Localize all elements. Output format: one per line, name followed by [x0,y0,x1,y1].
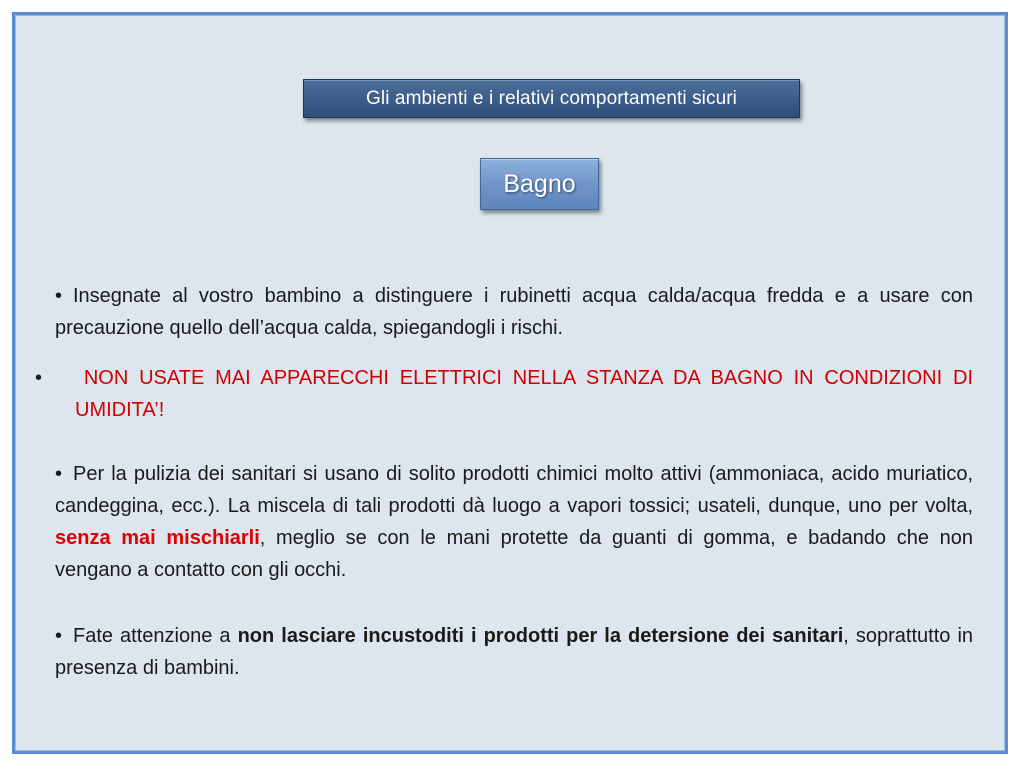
bullet-marker: • [55,285,63,307]
bullet-unattended-emphasis: non lasciare incustoditi i prodotti per la detersione dei sanitari [237,625,844,647]
room-badge [480,158,599,210]
bullet-unattended-text-before: Fate attenzione a [73,625,238,647]
bullet-marker: • [55,463,63,485]
bullet-list [35,280,974,684]
bullet-cleaning-products [55,458,973,586]
bullet-marker: • [35,367,43,389]
bullet-unattended-text-after: , soprattutto in presenza di bambini. [55,625,974,679]
bullet-cleaning-emphasis: senza mai mischiarli [55,527,260,549]
bullet-electrical-warning-text: NON USATE MAI APPARECCHI ELETTRICI NELLA STANZA DA BAGNO IN CONDIZIONI DI UMIDITA’! [75,367,973,421]
bullet-unattended-products [55,620,973,684]
bullet-hot-water-text: Insegnate al vostro bambino a distinguere i rubinetti acqua calda/acqua fredda e a usare con precauzione quello dell’acqua calda, spiegandogli i rischi. [55,285,973,339]
bullet-cleaning-text-after: , meglio se con le mani protette da guanti di gomma, e badando che non vengano a contatto con gli occhi. [55,527,973,581]
bullet-hot-water [55,280,973,344]
header-title: Gli ambienti e i relativi comportamenti sicuri [366,87,737,109]
bullet-cleaning-text-before: Per la pulizia dei sanitari si usano di solito prodotti chimici molto attivi (ammoniaca, acido muriatico, candeggina, ecc.). La miscela di tali prodotti dà luogo a vapori tossici; usateli, dunque, uno per volta, [55,463,973,517]
header-banner [303,79,800,118]
bullet-marker: • [55,625,63,647]
bullet-electrical-warning [35,362,973,426]
room-label: Bagno [503,169,576,198]
